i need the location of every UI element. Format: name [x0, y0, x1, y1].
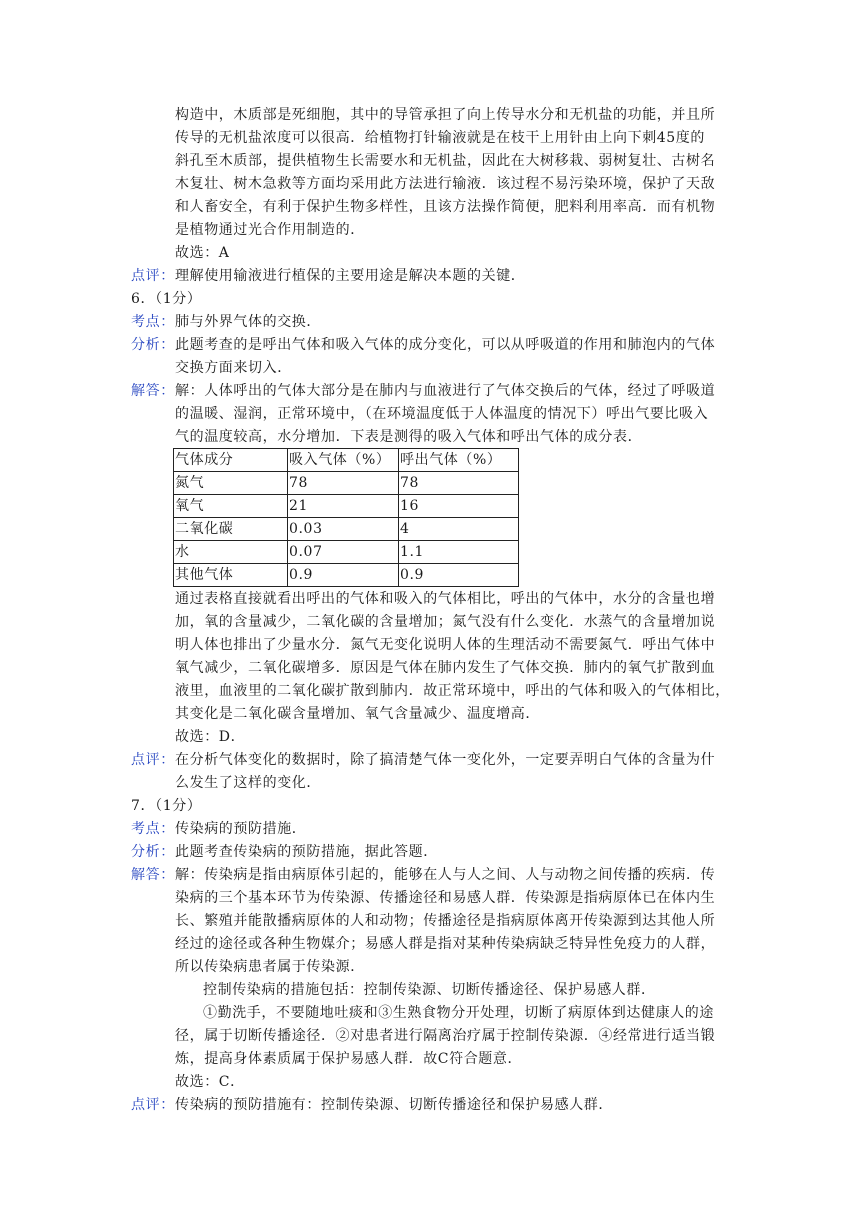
- q6-fenxi-label: 分析：: [131, 337, 175, 353]
- table-row: [174, 495, 519, 518]
- table-cell: 0.07: [288, 541, 399, 564]
- q7-fenxi: 此题考查传染病的预防措施，据此答题．: [175, 844, 438, 860]
- q6-fenxi-line: 交换方面来切入．: [175, 360, 292, 376]
- table-cell: 21: [288, 495, 399, 518]
- q6-jieda-line: 气的温度较高，水分增加．下表是测得的吸入气体和呼出气体的成分表．: [175, 429, 643, 445]
- q5-text-line: 木复壮、树木急救等方面均采用此方法进行输液．该过程不易污染环境，保护了天敌: [175, 176, 716, 192]
- q7-heading: 7．（1分）: [131, 798, 202, 814]
- q6-comment-label: 点评：: [131, 752, 175, 768]
- q7-answer: 故选：C．: [175, 1074, 245, 1090]
- table-cell: 水: [174, 541, 288, 564]
- q5-comment: 理解使用输液进行植保的主要用途是解决本题的关键．: [175, 268, 526, 284]
- q7-jieda-line: 经过的途径或各种生物媒介；易感人群是指对某种传染病缺乏特异性免疫力的人群，: [175, 936, 716, 952]
- q6-kaodian: 肺与外界气体的交换．: [175, 314, 321, 330]
- q6-jieda-line: 解：人体呼出的气体大部分是在肺内与血液进行了气体交换后的气体，经过了呼吸道: [175, 383, 716, 399]
- q5-text-line: 斜孔至木质部，提供植物生长需要水和无机盐，因此在大树移栽、弱树复壮、古树名: [175, 153, 716, 169]
- q7-detail-line: 炼，提高身体素质属于保护易感人群．故C符合题意．: [175, 1051, 523, 1067]
- q6-explain-line: 加，氧的含量减少，二氧化碳的含量增加；氮气没有什么变化．水蒸气的含量增加说: [175, 614, 716, 630]
- q5-text-line: 构造中，木质部是死细胞，其中的导管承担了向上传导水分和无机盐的功能，并且所: [175, 107, 716, 123]
- table-row: [174, 472, 519, 495]
- table-cell: 0.03: [288, 518, 399, 541]
- q5-text-line: 是植物通过光合作用制造的．: [175, 222, 365, 238]
- q7-kaodian: 传染病的预防措施．: [175, 821, 307, 837]
- table-header-cell: 气体成分: [174, 449, 288, 472]
- q6-jieda-line: 的温暖、湿润，正常环境中，（在环境温度低于人体温度的情况下）呼出气要比吸入: [175, 406, 709, 422]
- q7-measures: 控制传染病的措施包括：控制传染源、切断传播途径、保护易感人群．: [203, 982, 656, 998]
- table-cell: 78: [288, 472, 399, 495]
- table-row: [174, 518, 519, 541]
- table-cell: 0.9: [288, 564, 399, 587]
- table-cell: 其他气体: [174, 564, 288, 587]
- table-cell: 78: [399, 472, 519, 495]
- table-cell: 16: [399, 495, 519, 518]
- q6-explain-line: 明人体也排出了少量水分．氮气无变化说明人体的生理活动不需要氮气．呼出气体中: [175, 637, 716, 653]
- q6-jieda-label: 解答：: [131, 383, 175, 399]
- q6-comment-line: 在分析气体变化的数据时，除了搞清楚气体一变化外，一定要弄明白气体的含量为什: [175, 752, 716, 768]
- q7-detail-line: ①勤洗手，不要随地吐痰和③生熟食物分开处理，切断了病原体到达健康人的途: [203, 1005, 714, 1021]
- table-cell: 氮气: [174, 472, 288, 495]
- q7-comment: 传染病的预防措施有：控制传染源、切断传播途径和保护易感人群．: [175, 1097, 613, 1113]
- q7-jieda-line: 解：传染病是指由病原体引起的，能够在人与人之间、人与动物之间传播的疾病．传: [175, 867, 716, 883]
- table-row: [174, 564, 519, 587]
- q7-detail-line: 径，属于切断传播途径．②对患者进行隔离治疗属于控制传染源．④经常进行适当锻: [175, 1028, 716, 1044]
- q7-jieda-label: 解答：: [131, 867, 175, 883]
- table-cell: 0.9: [399, 564, 519, 587]
- q6-explain-line: 通过表格直接就看出呼出的气体和吸入的气体相比，呼出的气体中，水分的含量也增: [175, 591, 716, 607]
- q7-comment-label: 点评：: [131, 1097, 175, 1113]
- q7-jieda-line: 所以传染病患者属于传染源．: [175, 959, 365, 975]
- q6-explain-line: 液里，血液里的二氧化碳扩散到肺内．故正常环境中，呼出的气体和吸入的气体相比，: [175, 683, 730, 699]
- table-cell: 1.1: [399, 541, 519, 564]
- table-row: [174, 541, 519, 564]
- q6-fenxi-line: 此题考查的是呼出气体和吸入气体的成分变化，可以从呼吸道的作用和肺泡内的气体: [175, 337, 716, 353]
- q6-explain-line: 其变化是二氧化碳含量增加、氧气含量减少、温度增高．: [175, 706, 540, 722]
- q6-comment-line: 么发生了这样的变化．: [175, 775, 321, 791]
- q5-comment-label: 点评：: [131, 268, 175, 284]
- q7-kaodian-label: 考点：: [131, 821, 175, 837]
- table-cell: 4: [399, 518, 519, 541]
- q6-explain-line: 氧气减少，二氧化碳增多．原因是气体在肺内发生了气体交换．肺内的氧气扩散到血: [175, 660, 716, 676]
- gas-composition-table: [173, 448, 519, 587]
- q7-jieda-line: 染病的三个基本环节为传染源、传播途径和易感人群．传染源是指病原体已在体内生: [175, 890, 716, 906]
- table-cell: 二氧化碳: [174, 518, 288, 541]
- table-header-row: [174, 449, 519, 472]
- q6-answer: 故选：D．: [175, 729, 246, 745]
- q7-jieda-line: 长、繁殖并能散播病原体的人和动物；传播途径是指病原体离开传染源到达其他人所: [175, 913, 716, 929]
- q5-answer: 故选：A: [175, 245, 230, 261]
- table-cell: 氧气: [174, 495, 288, 518]
- q5-text-line: 传导的无机盐浓度可以很高．给植物打针输液就是在枝干上用针由上向下刺45度的: [175, 130, 706, 146]
- table-header-cell: 呼出气体（%）: [399, 449, 519, 472]
- q7-fenxi-label: 分析：: [131, 844, 175, 860]
- q6-kaodian-label: 考点：: [131, 314, 175, 330]
- q6-heading: 6．（1分）: [131, 291, 202, 307]
- table-header-cell: 吸入气体（%）: [288, 449, 399, 472]
- q5-text-line: 和人畜安全，有利于保护生物多样性，且该方法操作简便，肥料利用率高．而有机物: [175, 199, 716, 215]
